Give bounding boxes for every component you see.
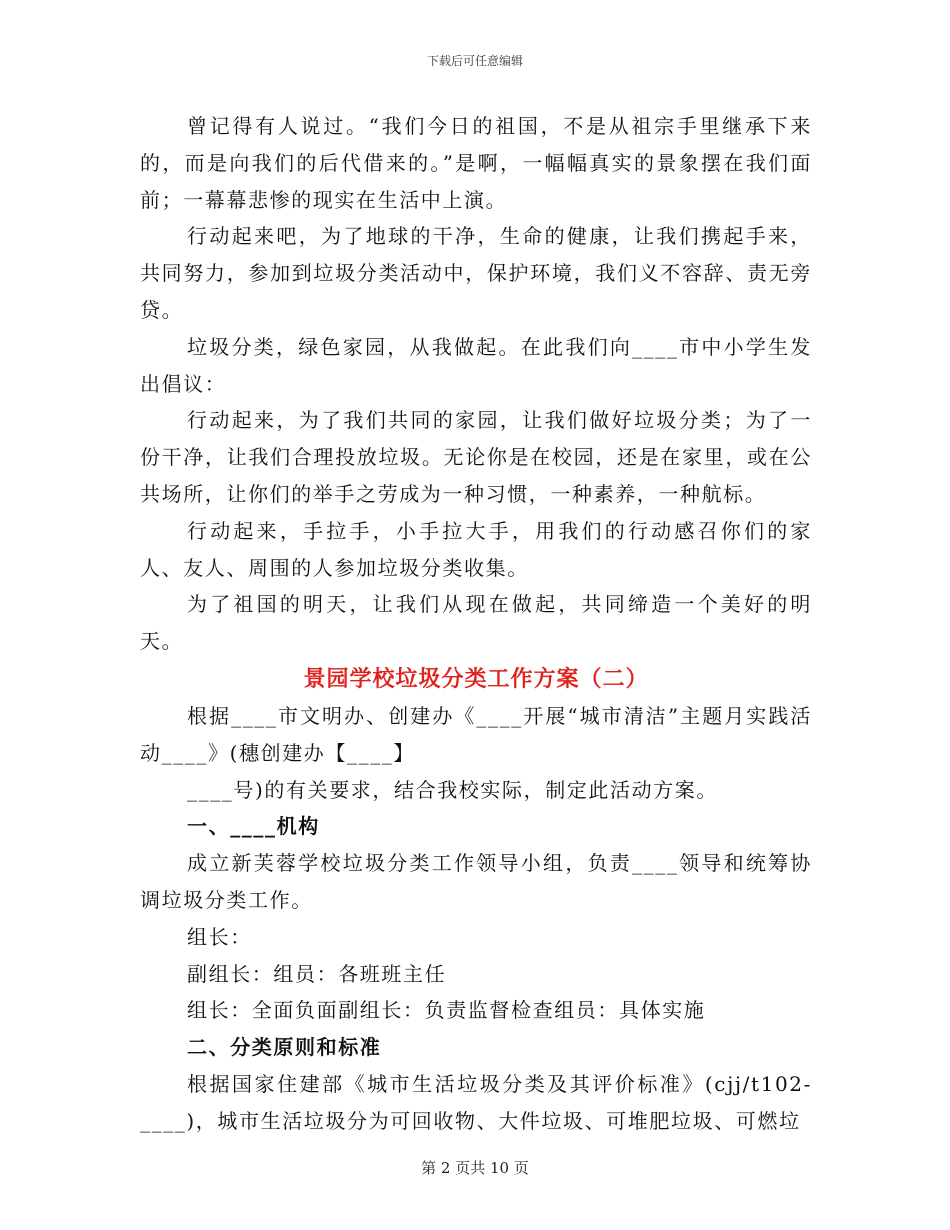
heading-organization: 一、____机构: [187, 814, 320, 839]
paragraph-4: 行动起来，为了我们共同的家园，让我们做好垃圾分类；为了一份干净，让我们合理投放垃圾。无论你是在校园，还是在家里，或在公共场所，让你们的举手之劳成为一种习惯，一种素养，一种航标。: [140, 408, 812, 506]
intro-paragraph-1: 根据____市文明办、创建办《____开展“城市清洁”主题月实践活动____》(穗创建办【____】: [140, 703, 812, 765]
paragraph-2: 行动起来吧，为了地球的干净，生命的健康，让我们携起手来，共同努力，参加到垃圾分类活动中，保护环境，我们义不容辞、责无旁贷。: [140, 224, 812, 322]
paragraph-5: 行动起来，手拉手，小手拉大手，用我们的行动感召你们的家人、友人、周围的人参加垃圾分类收集。: [140, 518, 812, 580]
org-paragraph-2: 组长：: [187, 924, 252, 949]
intro-paragraph-2: ____号)的有关要求，结合我校实际，制定此活动方案。: [187, 777, 719, 802]
heading-standards: 二、分类原则和标准: [187, 1035, 382, 1060]
org-paragraph-1: 成立新芙蓉学校垃圾分类工作领导小组，负责____领导和统筹协调垃圾分类工作。: [140, 851, 812, 912]
standard-paragraph-1: 根据国家住建部《城市生活垃圾分类及其评价标准》(cjj/t102-____)，城市生活垃圾分为可回收物、大件垃圾、可堆肥垃圾、可燃垃: [140, 1071, 812, 1133]
org-paragraph-3: 副组长：组员：各班班主任: [187, 961, 447, 986]
paragraph-6: 为了祖国的明天，让我们从现在做起，共同缔造一个美好的明天。: [140, 592, 812, 654]
section-title: 景园学校垃圾分类工作方案（二）: [303, 665, 649, 692]
page-header: 下载后可任意编辑: [426, 54, 523, 68]
page-footer: 第 2 页共 10 页: [421, 1159, 529, 1177]
document-body: [140, 108, 812, 1140]
org-paragraph-4: 组长：全面负面副组长：负责监督检查组员：具体实施: [187, 998, 706, 1023]
paragraph-1: 曾记得有人说过。“我们今日的祖国，不是从祖宗手里继承下来的，而是向我们的后代借来的。”是啊，一幅幅真实的景象摆在我们面前；一幕幕悲惨的现实在生活中上演。: [140, 114, 812, 212]
paragraph-3: 垃圾分类，绿色家园，从我做起。在此我们向____市中小学生发出倡议：: [140, 334, 812, 396]
